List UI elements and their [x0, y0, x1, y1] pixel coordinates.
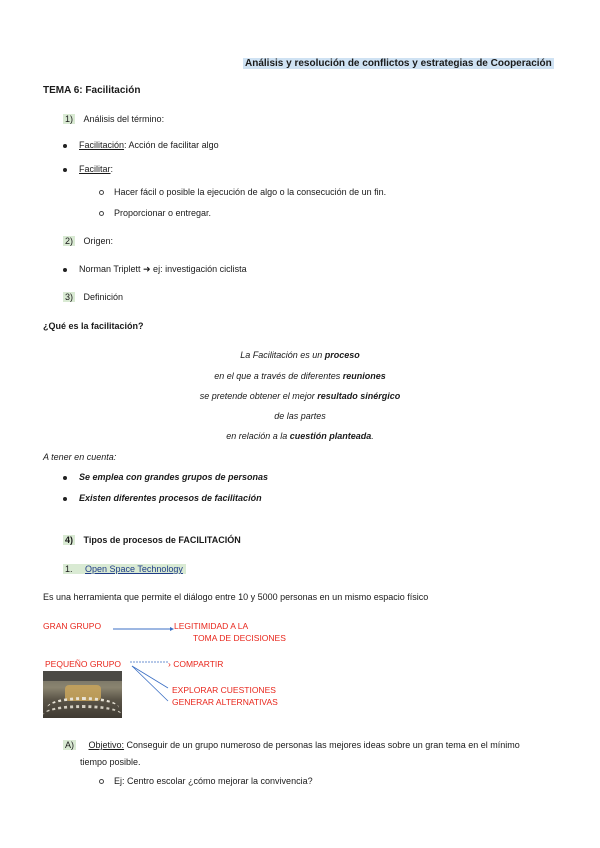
sub-bullet-1-text: Hacer fácil o posible la ejecución de algo o la consecución de un fin. — [114, 187, 387, 197]
tener-bullet-2-text: Existen diferentes procesos de facilitación — [79, 493, 262, 503]
section-1-number: 1) — [65, 114, 74, 124]
section-4-number: 4) — [65, 535, 74, 545]
sub-bullet-2 — [99, 208, 211, 218]
sub-bullet-1 — [99, 187, 386, 197]
bullet-dot-icon — [63, 168, 67, 172]
definition-line-2 — [0, 371, 600, 381]
circle-bullet-icon — [99, 779, 104, 784]
section-3-label: Definición — [83, 292, 124, 302]
tener-label: A tener en cuenta: — [43, 452, 117, 462]
generar-label: GENERAR ALTERNATIVAS — [172, 697, 278, 707]
section-2-label: Origen: — [83, 236, 114, 246]
bullet-facilitar — [63, 164, 113, 174]
tema-title: TEMA 6: Facilitación — [43, 85, 141, 96]
triplett-text: Norman Triplett ➜ ej: investigación ciclista — [79, 264, 247, 274]
definition-proceso: proceso — [324, 350, 360, 360]
legitimidad-line-1: LEGITIMIDAD A LA — [174, 621, 249, 631]
objetivo-line-1 — [63, 740, 520, 750]
definition-line-3-text: se pretende obtener el mejor — [199, 391, 318, 401]
facilitar-colon: : — [110, 164, 114, 174]
objetivo-example-text: Ej: Centro escolar ¿cómo mejorar la convivencia? — [114, 776, 313, 786]
tener-bullet-1-text: Se emplea con grandes grupos de personas — [79, 472, 269, 482]
objetivo-text-1: Conseguir de un grupo numeroso de personas las mejores ideas sobre un gran tema en el mínimo — [124, 740, 520, 750]
definition-period: . — [371, 431, 374, 441]
gran-grupo-label: GRAN GRUPO — [43, 621, 102, 631]
ost-label: Open Space Technology — [85, 564, 183, 574]
pequeno-grupo-label: PEQUEÑO GRUPO — [45, 659, 122, 669]
definition-resultado: resultado sinérgico — [317, 391, 401, 401]
definition-line-2-text: en el que a través de diferentes — [214, 371, 343, 381]
objetivo-label: Objetivo: — [88, 740, 125, 750]
definition-line-1-text: La Facilitación es un — [240, 350, 325, 360]
definition-facilitacion: : Acción de facilitar algo — [124, 140, 219, 150]
definition-line-1 — [0, 350, 600, 360]
legitimidad-line-2: TOMA DE DECISIONES — [193, 633, 286, 643]
ost-highlight — [63, 564, 186, 574]
explorar-label: EXPLORAR CUESTIONES — [172, 685, 276, 695]
definition-line-3 — [0, 391, 600, 401]
definition-line-5-text: en relación a la — [226, 431, 290, 441]
section-3-heading — [63, 292, 123, 302]
document-header — [243, 58, 554, 69]
bullet-dot-icon — [63, 497, 67, 501]
generar-arrow — [132, 666, 168, 701]
ost-number: 1. — [65, 564, 73, 574]
photo-roof — [43, 671, 122, 681]
compartir-label — [168, 659, 223, 669]
bullet-triplett — [63, 264, 247, 275]
term-facilitar: Facilitar — [79, 164, 111, 174]
section-2-number: 2) — [65, 236, 74, 246]
bullet-dot-icon — [63, 268, 67, 272]
bullet-dot-icon — [63, 144, 67, 148]
ost-description: Es una herramienta que permite el diálogo entre 10 y 5000 personas en un mismo espacio físico — [43, 592, 429, 602]
section-4-heading — [63, 535, 241, 545]
tener-bullet-2 — [63, 493, 262, 503]
objetivo-letter: A) — [65, 740, 74, 750]
question-heading: ¿Qué es la facilitación? — [43, 321, 144, 331]
definition-line-4: de las partes — [274, 411, 326, 421]
term-facilitacion: Facilitación — [79, 140, 125, 150]
sub-bullet-2-text: Proporcionar o entregar. — [114, 208, 212, 218]
tener-bullet-1 — [63, 472, 268, 482]
section-4-label: Tipos de procesos de FACILITACIÓN — [83, 535, 241, 545]
definition-cuestion: cuestión planteada — [289, 431, 372, 441]
section-1-label: Análisis del término: — [83, 114, 165, 124]
objetivo-example — [99, 776, 313, 786]
definition-line-5 — [0, 431, 600, 441]
compartir-text: COMPARTIR — [173, 659, 224, 669]
bullet-dot-icon — [63, 476, 67, 480]
section-3-number: 3) — [65, 292, 74, 302]
definition-reuniones: reuniones — [342, 371, 386, 381]
section-1-heading — [63, 114, 164, 124]
objetivo-line-2: tiempo posible. — [80, 757, 141, 767]
photo-seats-row — [43, 705, 122, 718]
circle-bullet-icon — [99, 190, 104, 195]
bullet-facilitacion — [63, 140, 219, 150]
ost-heading — [63, 564, 186, 574]
section-2-heading — [63, 236, 113, 246]
compartir-arrow-icon: › — [168, 659, 171, 669]
circle-bullet-icon — [99, 211, 104, 216]
header-title: Análisis y resolución de conflictos y estrategias de Cooperación — [245, 58, 552, 69]
auditorium-photo — [43, 671, 122, 718]
explorar-arrow — [132, 666, 168, 688]
